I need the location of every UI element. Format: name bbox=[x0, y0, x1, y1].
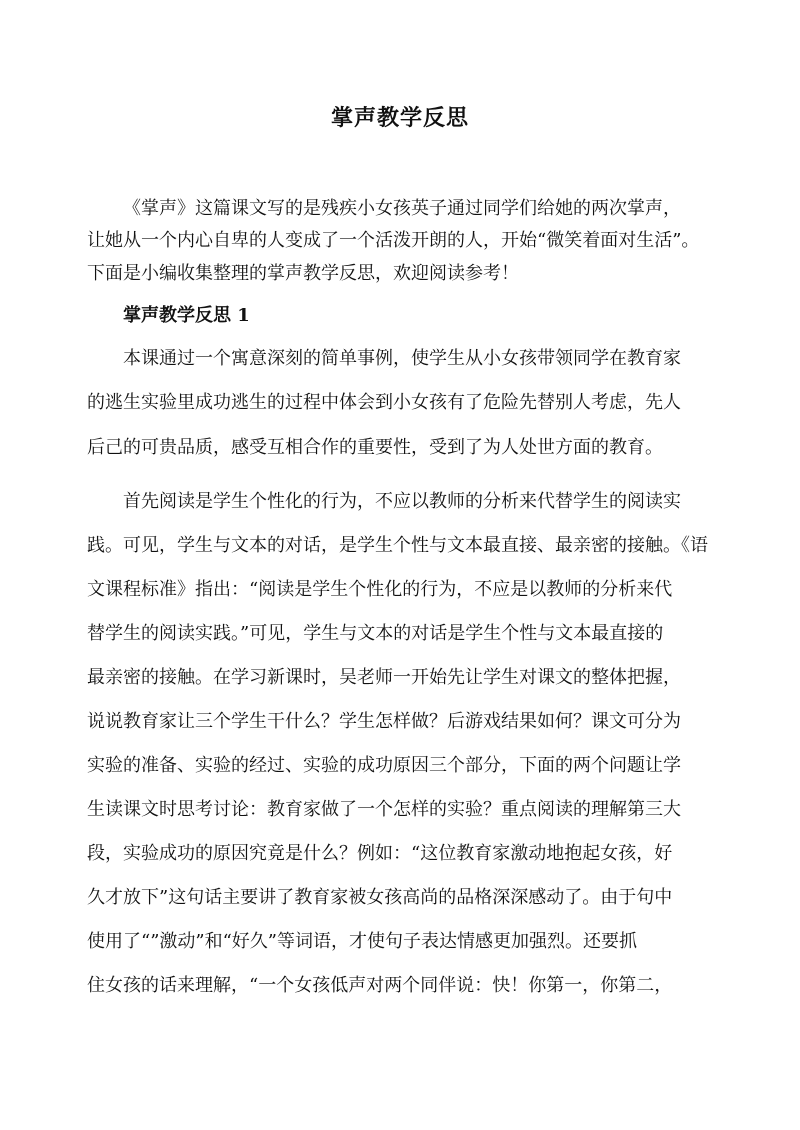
intro-line: 《掌声》这篇课文写的是残疾小女孩英子通过同学们给她的两次掌声， bbox=[123, 198, 681, 219]
paragraph-line: 久才放下”这句话主要讲了教育家被女孩高尚的品格深深感动了。由于句中 bbox=[87, 887, 673, 908]
paragraph-line: 践。可见，学生与文本的对话，是学生个性与文本最直接、最亲密的接触。《语 bbox=[87, 535, 708, 556]
paragraph-line: 首先阅读是学生个性化的行为，不应以教师的分析来代替学生的阅读实 bbox=[123, 491, 681, 512]
paragraph-line: 文课程标准》指出：“阅读是学生个性化的行为，不应是以教师的分析来代 bbox=[87, 579, 673, 600]
paragraph-line: 实验的准备、实验的经过、实验的成功原因三个部分，下面的两个问题让学 bbox=[87, 755, 681, 776]
page-title: 掌声教学反思 bbox=[330, 105, 469, 131]
paragraph-line: 住女孩的话来理解，“一个女孩低声对两个同伴说：快！你第一，你第二， bbox=[87, 975, 673, 996]
paragraph-line: 段，实验成功的原因究竟是什么？例如：“这位教育家激动地抱起女孩，好 bbox=[87, 843, 673, 864]
paragraph-line: 本课通过一个寓意深刻的简单事例，使学生从小女孩带领同学在教育家 bbox=[123, 348, 681, 369]
paragraph-line: 使用了“”激动”和“好久”等词语，才使句子表达情感更加强烈。还要抓 bbox=[87, 931, 638, 952]
section-heading: 掌声教学反思 1 bbox=[123, 305, 250, 326]
paragraph-line: 的逃生实验里成功逃生的过程中体会到小女孩有了危险先替别人考虑，先人 bbox=[87, 392, 681, 413]
paragraph-line: 后己的可贵品质，感受互相合作的重要性，受到了为人处世方面的教育。 bbox=[87, 437, 663, 458]
intro-line: 让她从一个内心自卑的人变成了一个活泼开朗的人，开始“微笑着面对生活”。 bbox=[87, 230, 700, 251]
paragraph-line: 生读课文时思考讨论：教育家做了一个怎样的实验？重点阅读的理解第三大 bbox=[87, 799, 681, 820]
intro-line: 下面是小编收集整理的掌声教学反思，欢迎阅读参考！ bbox=[87, 263, 519, 284]
paragraph-line: 最亲密的接触。在学习新课时，吴老师一开始先让学生对课文的整体把握， bbox=[87, 667, 681, 688]
paragraph-line: 说说教育家让三个学生干什么？学生怎样做？后游戏结果如何？课文可分为 bbox=[87, 711, 681, 732]
paragraph-line: 替学生的阅读实践。”可见，学生与文本的对话是学生个性与文本最直接的 bbox=[87, 623, 664, 644]
